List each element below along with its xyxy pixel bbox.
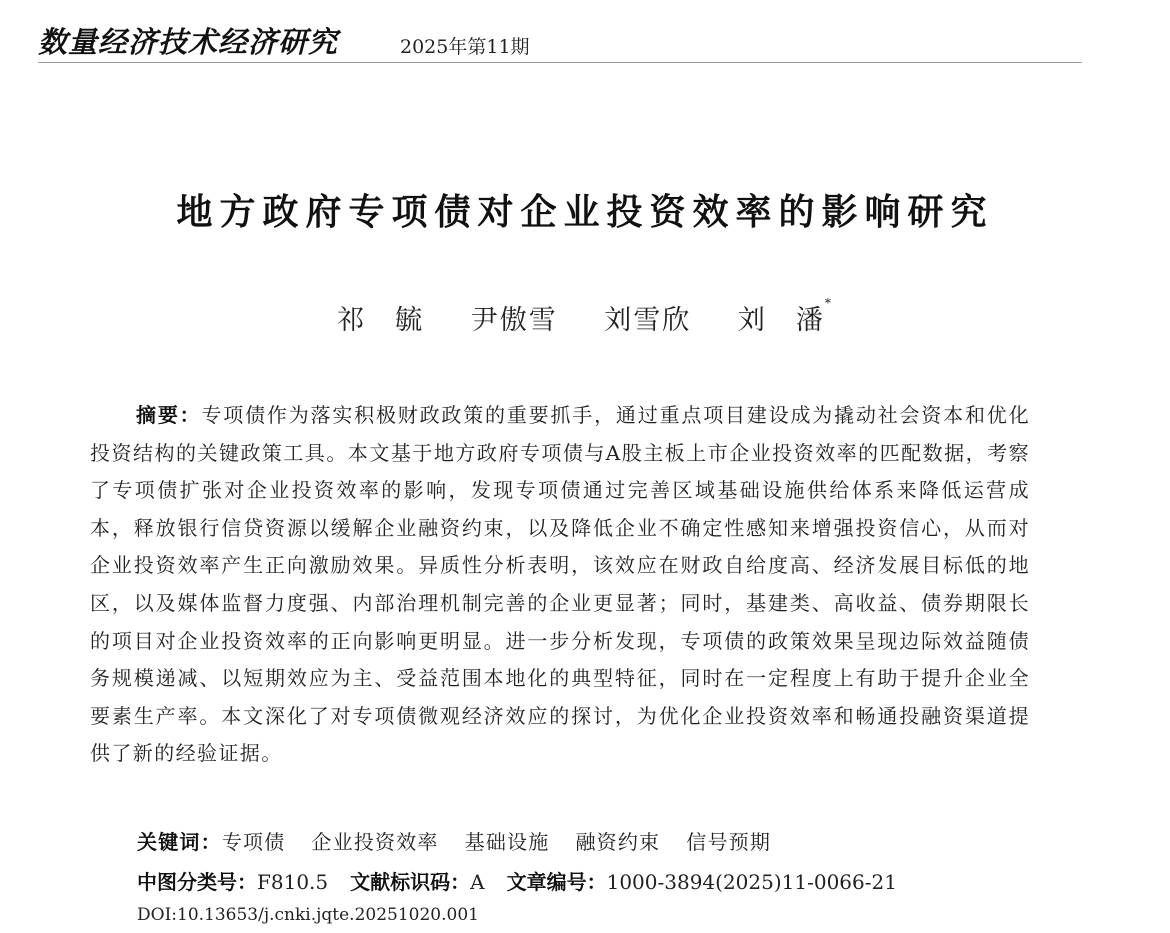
abstract-text: 专项债作为落实积极财政政策的重要抓手，通过重点项目建设成为撬动社会资本和优化投资结构的关键政策工具。本文基于地方政府专项债与A股主板上市企业投资效率的匹配数据，考察了专项债扩张对企业投资效率的影响，发现专项债通过完善区域基础设施供给体系来降低运营成本，释放银行信贷资源以缓解企业融资约束，以及降低企业不确定性感知来增强投资信心，从而对企业投资效率产生正向激励效果。异质性分析表明，该效应在财政自给度高、经济发展目标低的地区，以及媒体监督力度强、内部治理机制完善的企业更显著；同时，基建类、高收益、债券期限长的项目对企业投资效率的正向影响更明显。进一步分析发现，专项债的政策效果呈现边际效益随债务规模递减、以短期效应为主、受益范围本地化的典型特征，同时在一定程度上有助于提升企业全要素生产率。本文深化了对专项债微观经济效应的探讨，为优化企业投资效率和畅通投融资渠道提供了新的经验证据。 <box>90 403 1031 766</box>
clc-label: 中图分类号： <box>137 870 257 894</box>
keywords-label: 关键词： <box>137 830 222 854</box>
journal-header <box>38 18 1082 63</box>
article-number-value: 1000-3894(2025)11-0066-21 <box>606 870 897 894</box>
author-list <box>0 298 1170 337</box>
document-code <box>350 870 484 894</box>
keyword-item: 专项债 <box>221 830 286 854</box>
corresponding-author-mark: * <box>824 296 833 310</box>
keyword-item: 基础设施 <box>464 830 550 854</box>
clc-number <box>137 870 328 894</box>
document-code-label: 文献标识码： <box>350 870 471 894</box>
abstract-indent <box>90 403 136 427</box>
doi[interactable]: DOI:10.13653/j.cnki.jqte.20251020.001 <box>137 905 479 925</box>
keywords <box>137 826 797 855</box>
author-3: 刘雪欣 <box>604 305 692 336</box>
keyword-item: 信号预期 <box>686 830 772 854</box>
keyword-item: 企业投资效率 <box>311 830 439 854</box>
article-number-label: 文章编号： <box>506 870 607 894</box>
author-2: 尹傲雪 <box>470 305 558 336</box>
document-code-value: A <box>470 870 485 894</box>
journal-issue: 2025年第11期 <box>400 36 530 58</box>
paper-title: 地方政府专项债对企业投资效率的影响研究 <box>176 192 994 233</box>
abstract-label: 摘要： <box>136 403 202 427</box>
keyword-item: 融资约束 <box>575 830 661 854</box>
clc-value: F810.5 <box>257 870 329 894</box>
author-4-name: 刘 潘 <box>737 305 825 336</box>
abstract <box>90 397 1030 773</box>
author-4 <box>737 296 833 336</box>
journal-name: 数量经济技术经济研究 <box>38 25 339 59</box>
author-1: 祁 毓 <box>337 305 425 336</box>
article-number <box>507 870 897 894</box>
classification-line <box>137 866 919 895</box>
